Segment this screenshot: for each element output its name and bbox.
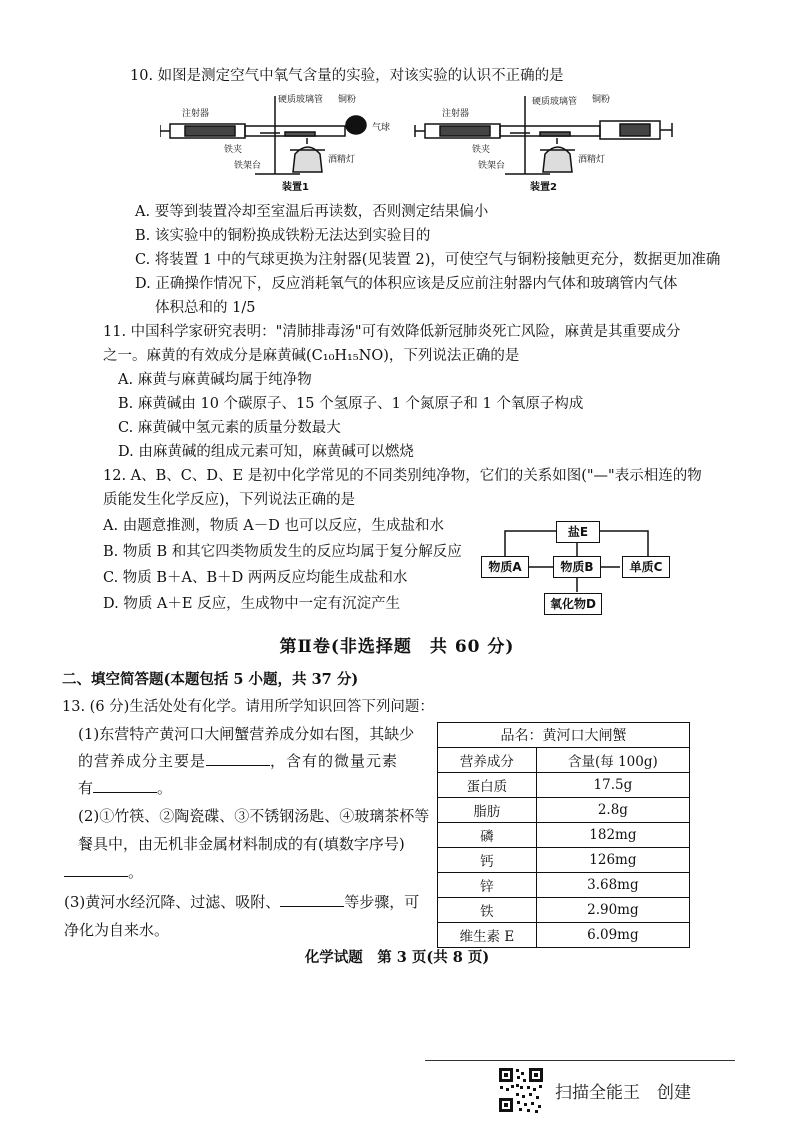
apparatus-figure [160,88,680,196]
apparatus-2-caption: 装置2 [530,182,557,193]
nutrient-name: 脂肪 [438,798,537,823]
nutrient-value: 2.8g [536,798,689,823]
q12-stem-line1: 12. A、B、C、D、E 是初中化学常见的不同类别纯净物，它们的关系如图("—"表示相连的物 [103,468,702,484]
nutrition-table [437,722,690,948]
table-row [438,923,690,948]
table-row [438,848,690,873]
q11-stem-line2: 之一。麻黄的有效成分是麻黄碱(C₁₀H₁₅NO)，下列说法正确的是 [103,348,520,364]
apparatus-1-lamp-label: 酒精灯 [328,155,356,165]
q13-part2-line1: (2)①竹筷、②陶瓷碟、③不锈钢汤匙、④玻璃茶杯等 [78,807,430,825]
node-salt-e: 盐E [556,521,600,543]
q12-option-d: D. 物质 A＋E 反应，生成物中一定有沉淀产生 [103,596,401,612]
q13-blank-3[interactable] [64,862,128,877]
page-footer: 化学试题 第 3 页(共 8 页) [304,949,490,966]
q13-part3-line1 [64,892,419,912]
node-element-c: 单质C [622,556,670,578]
apparatus-2-drawing [415,96,672,174]
q13-blank-4[interactable] [280,892,344,907]
apparatus-1-clamp-label: 铁夹 [224,145,243,155]
nutrient-name: 蛋白质 [438,773,537,798]
nutrient-value: 6.09mg [536,923,689,948]
apparatus-1-stand-label: 铁架台 [234,161,262,171]
q12-option-c: C. 物质 B＋A、B＋D 两两反应均能生成盐和水 [103,570,408,586]
q13-part1-line2-post: ，含有的微量元素 [270,752,399,770]
table-row [438,823,690,848]
table-row [438,798,690,823]
node-substance-b: 物质B [553,556,601,578]
part-2-title: 第Ⅱ卷(非选择题 共 60 分) [279,637,515,657]
nutrient-name: 钙 [438,848,537,873]
nutrient-name: 磷 [438,823,537,848]
qr-code-icon [497,1066,545,1114]
node-oxide-d: 氧化物D [544,593,602,615]
apparatus-2-clamp-label: 铁夹 [472,145,491,155]
q12-option-b: B. 物质 B 和其它四类物质发生的反应均属于复分解反应 [103,544,462,560]
section-2-title: 二、填空简答题(本题包括 5 小题，共 37 分) [62,671,359,688]
q13-part2-line3 [64,862,143,882]
nutrient-value: 2.90mg [536,898,689,923]
apparatus-2-lamp-label: 酒精灯 [578,155,606,165]
nutrient-value: 3.68mg [536,873,689,898]
nutrition-caption-row [438,723,690,748]
q13-part2-line2: 餐具中，由无机非金属材料制成的有(填数字序号) [78,835,405,853]
node-substance-a: 物质A [481,556,529,578]
q10-option-b: B. 该实验中的铜粉换成铁粉无法达到实验目的 [135,228,431,244]
q10-option-d-cont: 体积总和的 1/5 [155,300,256,316]
q13-part3-line1-pre: (3)黄河水经沉降、过滤、吸附、 [64,893,281,911]
q11-stem-line1: 11. 中国科学家研究表明："清肺排毒汤"可有效降低新冠肺炎死亡风险，麻黄是其重要成分 [103,324,681,340]
apparatus-2-copper-label: 铜粉 [592,95,611,105]
apparatus-1-balloon-label: 气球 [372,123,391,133]
nutrient-name: 维生素 E [438,923,537,948]
table-row [438,898,690,923]
nutrient-name: 铁 [438,898,537,923]
q13-part1-line1: (1)东营特产黄河口大闸蟹营养成分如右图，其缺少 [78,725,415,743]
scanner-watermark-text: 扫描全能王 创建 [555,1083,691,1103]
table-row [438,773,690,798]
apparatus-1-tube-label: 硬质玻璃管 [278,95,324,105]
table-row [438,873,690,898]
q13-part3-line2: 净化为自来水。 [64,921,170,939]
nutrition-col-name: 营养成分 [438,748,537,773]
q13-blank-2[interactable] [93,778,157,793]
q13-part2-line3-end: 。 [128,863,144,881]
apparatus-1-syringe-label: 注射器 [182,109,210,119]
nutrient-value: 17.5g [536,773,689,798]
apparatus-2-tube-label: 硬质玻璃管 [532,97,578,107]
q13-part1-line3-end: 。 [157,779,173,797]
nutrition-caption: 品名：黄河口大闸蟹 [438,723,690,748]
nutrient-value: 126mg [536,848,689,873]
nutrient-value: 182mg [536,823,689,848]
q11-option-c: C. 麻黄碱中氢元素的质量分数最大 [118,420,341,436]
q13-part1-line2 [78,751,398,771]
q10-option-d: D. 正确操作情况下，反应消耗氧气的体积应该是反应前注射器内气体和玻璃管内气体 [135,276,678,292]
nutrition-header-row [438,748,690,773]
q13-part3-line1-post: 等步骤，可 [344,893,420,911]
q10-option-a: A. 要等到装置冷却至室温后再读数，否则测定结果偏小 [135,204,489,220]
apparatus-1-caption: 装置1 [282,182,309,193]
q12-option-a: A. 由题意推测，物质 A－D 也可以反应，生成盐和水 [103,518,445,534]
nutrition-col-value: 含量(每 100g) [536,748,689,773]
q13-part1-line2-pre: 的营养成分主要是 [78,752,207,770]
q11-option-b: B. 麻黄碱由 10 个碳原子、15 个氢原子、1 个氮原子和 1 个氧原子构成 [118,396,584,412]
apparatus-2-syringe-label: 注射器 [442,109,470,119]
scanner-rule [425,1060,735,1061]
q10-stem: 10. 如图是测定空气中氧气含量的实验，对该实验的认识不正确的是 [130,68,564,84]
q13-blank-1[interactable] [206,751,270,766]
q12-stem-line2: 质能发生化学反应)，下列说法正确的是 [103,492,356,508]
q10-option-c: C. 将装置 1 中的气球更换为注射器(见装置 2)，可使空气与铜粉接触更充分，数据更加准确 [135,252,721,268]
apparatus-1-copper-label: 铜粉 [338,95,357,105]
apparatus-2-stand-label: 铁架台 [478,161,506,171]
nutrient-name: 锌 [438,873,537,898]
q11-option-a: A. 麻黄与麻黄碱均属于纯净物 [118,372,312,388]
q13-stem: 13. (6 分)生活处处有化学。请用所学知识回答下列问题： [62,699,434,715]
q13-part1-line3 [78,778,172,798]
q11-option-d: D. 由麻黄碱的组成元素可知，麻黄碱可以燃烧 [118,444,414,460]
q13-part1-line3-pre: 有 [78,779,94,797]
